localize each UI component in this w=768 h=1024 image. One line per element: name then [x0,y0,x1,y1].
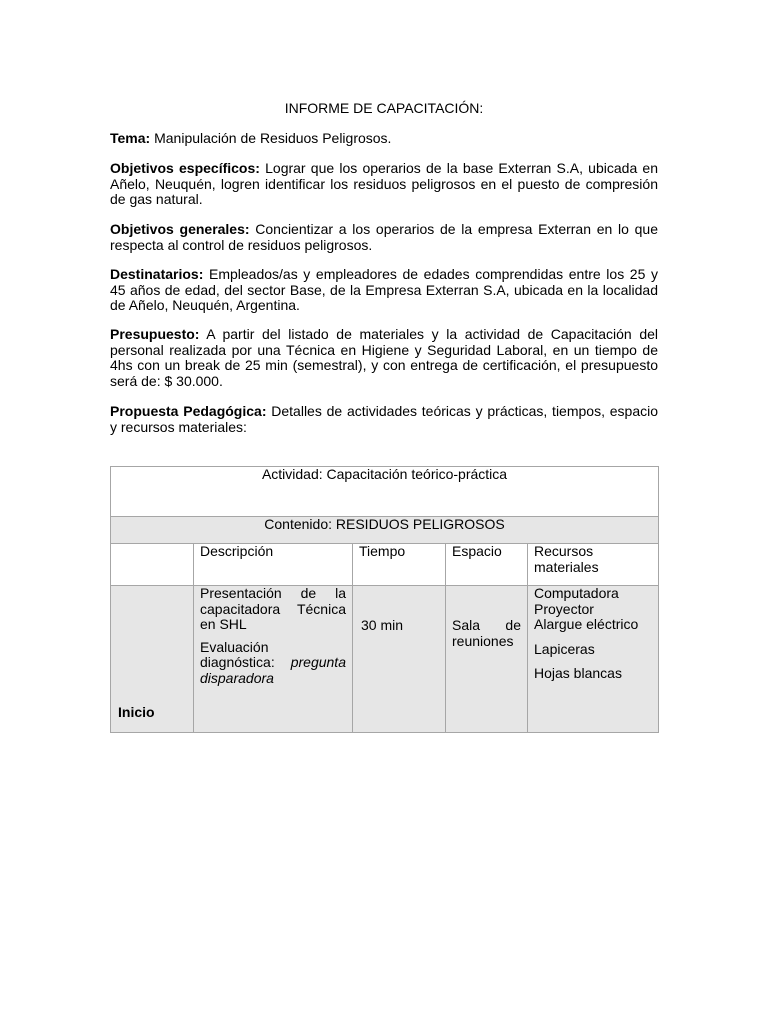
propuesta-pedagogica-label: Propuesta Pedagógica: [110,403,267,419]
presupuesto-label: Presupuesto: [110,326,200,342]
tema-text: Manipulación de Residuos Peligrosos. [150,130,392,146]
presupuesto-paragraph [110,327,658,389]
actividad-cell: Actividad: Capacitación teórico-práctica [111,467,659,517]
tema-label: Tema: [110,130,151,146]
header-descripcion: Descripción [194,544,353,586]
presupuesto-text: A partir del listado de materiales y la actividad de Capacitación del personal realizada por una Técnica en Higiene y Seguridad Laboral, en un tiempo de 4hs con un break de 25 min (semestral), y con entrega de certificación, el presupuesto será de: $ 30.000. [110,326,658,389]
contenido-cell: Contenido: RESIDUOS PELIGROSOS [111,517,659,544]
destinatarios-text: Empleados/as y empleadores de edades comprendidas entre los 25 y 45 años de edad, del sector Base, de la Empresa Exterran S.A, ubicada en la localidad de Añelo, Neuquén, Argentina. [110,266,658,313]
propuesta-pedagogica-paragraph [110,404,658,435]
objetivos-generales-text: Concientizar a los operarios de la empresa Exterran en lo que respecta al control de residuos peligrosos. [110,221,658,253]
objetivos-especificos-label: Objetivos específicos: [110,160,260,176]
header-etapa [111,544,194,586]
descripcion-item [200,640,346,687]
recurso-item: Lapiceras [534,640,595,657]
actividad-row [111,467,659,517]
table-row [111,586,659,733]
destinatarios-label: Destinatarios: [110,266,204,282]
objetivos-generales-paragraph [110,222,658,253]
activity-table [110,466,659,733]
recursos-cell [528,586,659,733]
tema-paragraph [110,131,658,147]
descripcion-italic: pregunta disparadora [200,654,346,686]
objetivos-generales-label: Objetivos generales: [110,221,250,237]
header-espacio: Espacio [446,544,528,586]
espacio-cell: Sala de reuniones [446,586,528,733]
objetivos-especificos-paragraph [110,161,658,208]
recurso-item: Proyector [534,600,594,617]
document-title: INFORME DE CAPACITACIÓN: [284,100,484,116]
objetivos-especificos-text: Lograr que los operarios de la base Exterran S.A, ubicada en Añelo, Neuquén, logren identificar los residuos peligrosos en el puesto de compresión de gas natural. [110,160,658,207]
destinatarios-paragraph [110,267,658,314]
contenido-row [111,517,659,544]
etapa-cell: Inicio [111,586,194,733]
descripcion-plain: Evaluación diagnóstica: [200,638,291,670]
header-recursos: Recursos materiales [528,544,659,586]
recurso-item: Alargue eléctrico [534,616,639,632]
header-tiempo: Tiempo [353,544,446,586]
recurso-item: Hojas blancas [534,665,622,681]
tiempo-cell: 30 min [353,586,446,733]
descripcion-item: Presentación de la capacitadora Técnica en SHL [200,585,346,632]
recurso-item: Computadora [534,585,619,601]
descripcion-cell [194,586,353,733]
header-row [111,544,659,586]
propuesta-pedagogica-text: Detalles de actividades teóricas y prácticas, tiempos, espacio y recursos materiales: [110,403,659,435]
